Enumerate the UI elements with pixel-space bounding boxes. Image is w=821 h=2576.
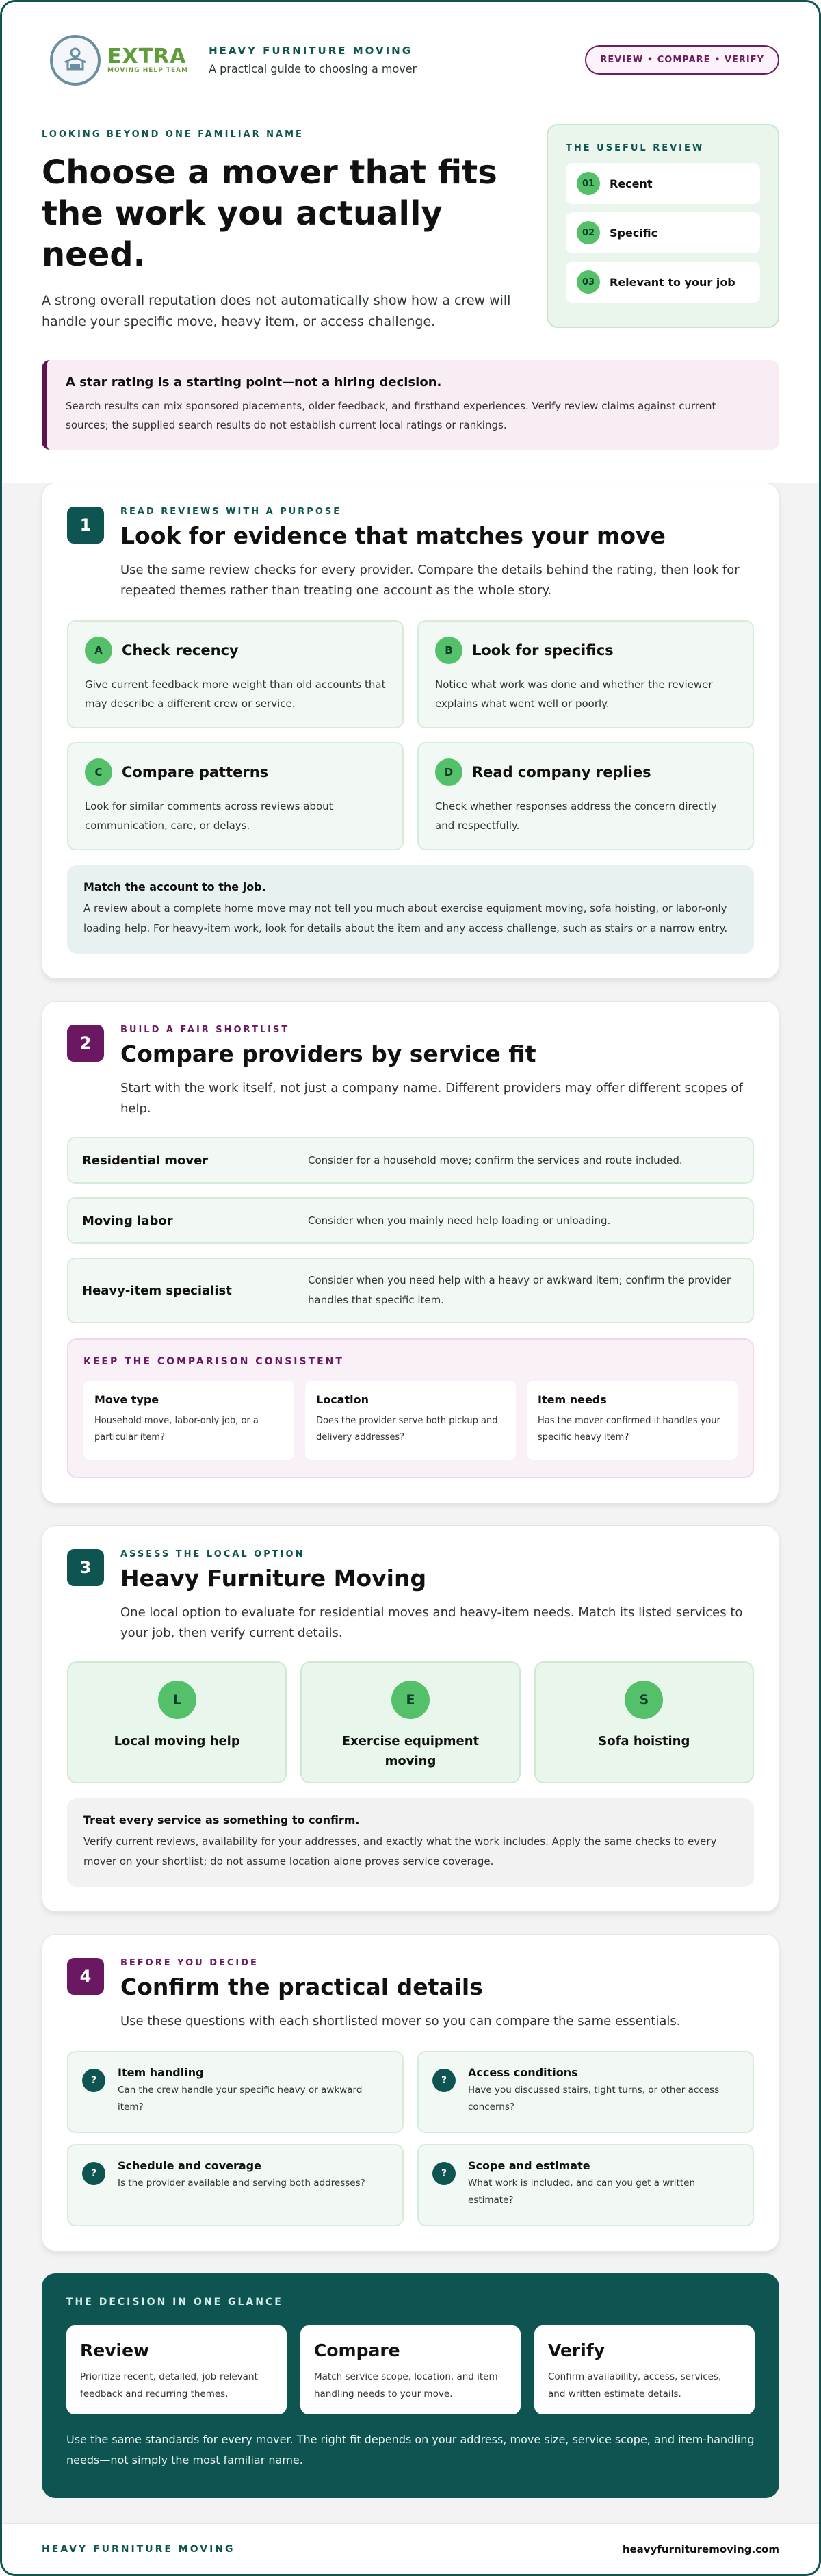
tip-text: Check whether responses address the concern directly and respectfully. xyxy=(435,800,717,832)
question-text: What work is included, and can you get a written estimate? xyxy=(468,2178,696,2206)
review-compare-verify-pill: REVIEW • COMPARE • VERIFY xyxy=(585,45,779,75)
section-title: Compare providers by service fit xyxy=(120,1041,536,1067)
useful-review-item xyxy=(566,262,760,303)
question-text: Is the provider available and serving both addresses? xyxy=(118,2178,365,2189)
service-letter: E xyxy=(391,1681,430,1719)
mover-logo-icon xyxy=(50,35,101,86)
service-letter: L xyxy=(158,1681,196,1719)
service-card-local-moving xyxy=(67,1661,287,1783)
decision-card-title: Compare xyxy=(314,2341,400,2360)
comparison-card-title: Item needs xyxy=(538,1393,607,1406)
tip-title: Look for specifics xyxy=(472,642,614,659)
comparison-card xyxy=(527,1381,738,1460)
service-name: Residential mover xyxy=(82,1153,209,1168)
service-card-sofa-hoisting xyxy=(534,1661,754,1783)
callout-text: A review about a complete home move may not tell you much about exercise equipment moving, sofa hoisting, or labor-only loading help. For heavy-item work, look for details about the item and any access challenge, such as stairs or a narrow entry. xyxy=(83,902,728,934)
question-mark-icon: ? xyxy=(432,2069,456,2092)
question-title: Item handling xyxy=(118,2066,204,2079)
item-label: Specific xyxy=(610,226,658,240)
service-row xyxy=(67,1258,754,1323)
question-title: Access conditions xyxy=(468,2066,578,2079)
logo-word: EXTRA xyxy=(107,44,187,68)
decision-card-title: Verify xyxy=(548,2341,605,2360)
hero xyxy=(42,124,779,333)
section-eyebrow: READ REVIEWS WITH A PURPOSE xyxy=(120,507,342,517)
decision-card-title: Review xyxy=(80,2341,150,2360)
question-card xyxy=(417,2051,754,2133)
hero-eyebrow: LOOKING BEYOND ONE FAMILIAR NAME xyxy=(42,129,304,140)
tip-title: Read company replies xyxy=(472,764,651,780)
comparison-card-text: Household move, labor-only job, or a particular item? xyxy=(94,1416,259,1442)
service-card-title: Exercise equipment moving xyxy=(341,1734,480,1768)
decision-card-text: Prioritize recent, detailed, job-relevant feedback and recurring themes. xyxy=(80,2371,258,2399)
question-card xyxy=(417,2144,754,2226)
hero-subtitle: A strong overall reputation does not automatically show how a crew will handle your specific move, heavy item, or access challenge. xyxy=(42,293,511,329)
tip-card xyxy=(67,742,404,850)
item-number: 02 xyxy=(577,221,600,244)
question-text: Have you discussed stairs, tight turns, or other access concerns? xyxy=(468,2084,720,2113)
notice-text: Search results can mix sponsored placements, older feedback, and firsthand experiences. Verify review claims against current sources; the supplied search results do not establish current local ratings or rankings. xyxy=(66,400,716,431)
comparison-consistent-box xyxy=(67,1338,754,1478)
service-name: Heavy-item specialist xyxy=(82,1283,232,1298)
callout-title: Treat every service as something to confirm. xyxy=(83,1813,360,1826)
tip-letter: B xyxy=(435,637,462,664)
question-mark-icon: ? xyxy=(82,2069,105,2092)
site-footer xyxy=(2,2523,819,2574)
section-read-reviews xyxy=(42,483,779,979)
tip-letter: D xyxy=(435,758,462,786)
comparison-card xyxy=(305,1381,516,1460)
brand xyxy=(50,35,417,86)
service-row xyxy=(67,1197,754,1244)
section-title: Confirm the practical details xyxy=(120,1974,483,2000)
question-card xyxy=(67,2144,404,2226)
decision-card-text: Match service scope, location, and item-handling needs to your move. xyxy=(314,2371,501,2399)
section-number: 2 xyxy=(67,1025,104,1062)
service-card-title: Sofa hoisting xyxy=(598,1734,690,1748)
question-title: Schedule and coverage xyxy=(118,2159,261,2172)
callout-title: Match the account to the job. xyxy=(83,880,266,893)
site-header xyxy=(2,2,819,118)
section-eyebrow: BUILD A FAIR SHORTLIST xyxy=(120,1025,290,1035)
service-row xyxy=(67,1137,754,1184)
comparison-card-text: Does the provider serve both pickup and delivery addresses? xyxy=(316,1416,498,1442)
useful-review-item xyxy=(566,163,760,204)
service-name: Moving labor xyxy=(82,1213,173,1228)
question-mark-icon: ? xyxy=(82,2162,105,2185)
brand-tagline: A practical guide to choosing a mover xyxy=(209,62,417,75)
tip-title: Compare patterns xyxy=(122,764,269,780)
decision-card-review xyxy=(66,2325,287,2414)
tip-letter: C xyxy=(85,758,112,786)
tip-text: Look for similar comments across reviews about communication, care, or delays. xyxy=(85,800,333,832)
tip-card xyxy=(417,742,754,850)
decision-summary xyxy=(42,2273,779,2498)
decision-final-text: Use the same standards for every mover. The right fit depends on your address, move size, service scope, and item-handling needs—not simply the most familiar name. xyxy=(66,2433,755,2466)
comparison-card-title: Location xyxy=(316,1393,369,1406)
section-title: Heavy Furniture Moving xyxy=(120,1565,427,1592)
section-title: Look for evidence that matches your move xyxy=(120,522,666,549)
question-card xyxy=(67,2051,404,2133)
hero-title: Choose a mover that fits the work you actually need. xyxy=(42,153,497,274)
item-number: 01 xyxy=(577,172,600,195)
useful-review-item xyxy=(566,212,760,253)
item-number: 03 xyxy=(577,270,600,294)
section-description: Start with the work itself, not just a company name. Different providers may offer different scopes of help. xyxy=(120,1081,743,1116)
question-mark-icon: ? xyxy=(432,2162,456,2185)
match-account-callout xyxy=(67,865,754,954)
section-number: 4 xyxy=(67,1958,104,1995)
service-description: Consider for a household move; confirm the services and route included. xyxy=(308,1153,683,1166)
section-shortlist xyxy=(42,1001,779,1503)
section-eyebrow: BEFORE YOU DECIDE xyxy=(120,1958,259,1968)
section-eyebrow: ASSESS THE LOCAL OPTION xyxy=(120,1549,305,1559)
comparison-card-text: Has the mover confirmed it handles your specific heavy item? xyxy=(538,1416,720,1442)
section-number: 1 xyxy=(67,507,104,544)
top-area xyxy=(2,2,819,483)
service-letter: S xyxy=(625,1681,663,1719)
sections xyxy=(2,483,819,2498)
star-rating-notice xyxy=(42,360,779,450)
decision-heading: THE DECISION IN ONE GLANCE xyxy=(66,2297,283,2308)
service-card-exercise-equipment xyxy=(300,1661,520,1783)
logo-subtitle: MOVING HELP TEAM xyxy=(107,66,189,74)
tip-letter: A xyxy=(85,637,112,664)
useful-review-card xyxy=(547,124,779,328)
tip-card xyxy=(417,620,754,728)
notice-title: A star rating is a starting point—not a hiring decision. xyxy=(66,375,442,390)
footer-brand: HEAVY FURNITURE MOVING xyxy=(42,2543,235,2555)
comparison-card xyxy=(83,1381,294,1460)
comparison-card-title: Move type xyxy=(94,1393,159,1406)
item-label: Recent xyxy=(610,177,653,190)
service-description: Consider when you need help with a heavy or awkward item; confirm the provider handles that specific item. xyxy=(308,1274,731,1306)
decision-card-text: Confirm availability, access, services, and written estimate details. xyxy=(548,2371,722,2399)
comparison-heading: KEEP THE COMPARISON CONSISTENT xyxy=(83,1356,344,1367)
decision-card-compare xyxy=(300,2325,521,2414)
decision-card-verify xyxy=(534,2325,755,2414)
tip-text: Give current feedback more weight than old accounts that may describe a different crew or service. xyxy=(85,678,386,710)
service-card-title: Local moving help xyxy=(114,1734,240,1748)
question-text: Can the crew handle your specific heavy or awkward item? xyxy=(118,2084,363,2113)
brand-name: HEAVY FURNITURE MOVING xyxy=(209,44,413,57)
item-label: Relevant to your job xyxy=(610,275,735,289)
question-title: Scope and estimate xyxy=(468,2159,590,2172)
tip-card xyxy=(67,620,404,728)
footer-website-link[interactable]: heavyfurnituremoving.com xyxy=(622,2542,779,2555)
tip-text: Notice what work was done and whether the reviewer explains what went well or poorly. xyxy=(435,678,713,710)
section-description: Use these questions with each shortlisted mover so you can compare the same essentials. xyxy=(120,2014,681,2028)
section-description: Use the same review checks for every provider. Compare the details behind the rating, then look for repeated themes rather than treating one account as the whole story. xyxy=(120,563,740,598)
tip-title: Check recency xyxy=(122,642,239,659)
logo[interactable] xyxy=(50,35,188,86)
callout-text: Verify current reviews, availability for your addresses, and exactly what the work includes. Apply the same checks to every mover on your shortlist; do not assume location alone proves service coverage. xyxy=(83,1835,717,1867)
confirm-service-callout xyxy=(67,1798,754,1887)
useful-review-heading: THE USEFUL REVIEW xyxy=(566,143,705,153)
section-description: One local option to evaluate for residential moves and heavy-item needs. Match its listed services to your job, then verify current details. xyxy=(120,1605,743,1640)
section-local-option xyxy=(42,1525,779,1912)
service-description: Consider when you mainly need help loading or unloading. xyxy=(308,1214,611,1227)
section-practical-details xyxy=(42,1934,779,2252)
section-number: 3 xyxy=(67,1549,104,1586)
